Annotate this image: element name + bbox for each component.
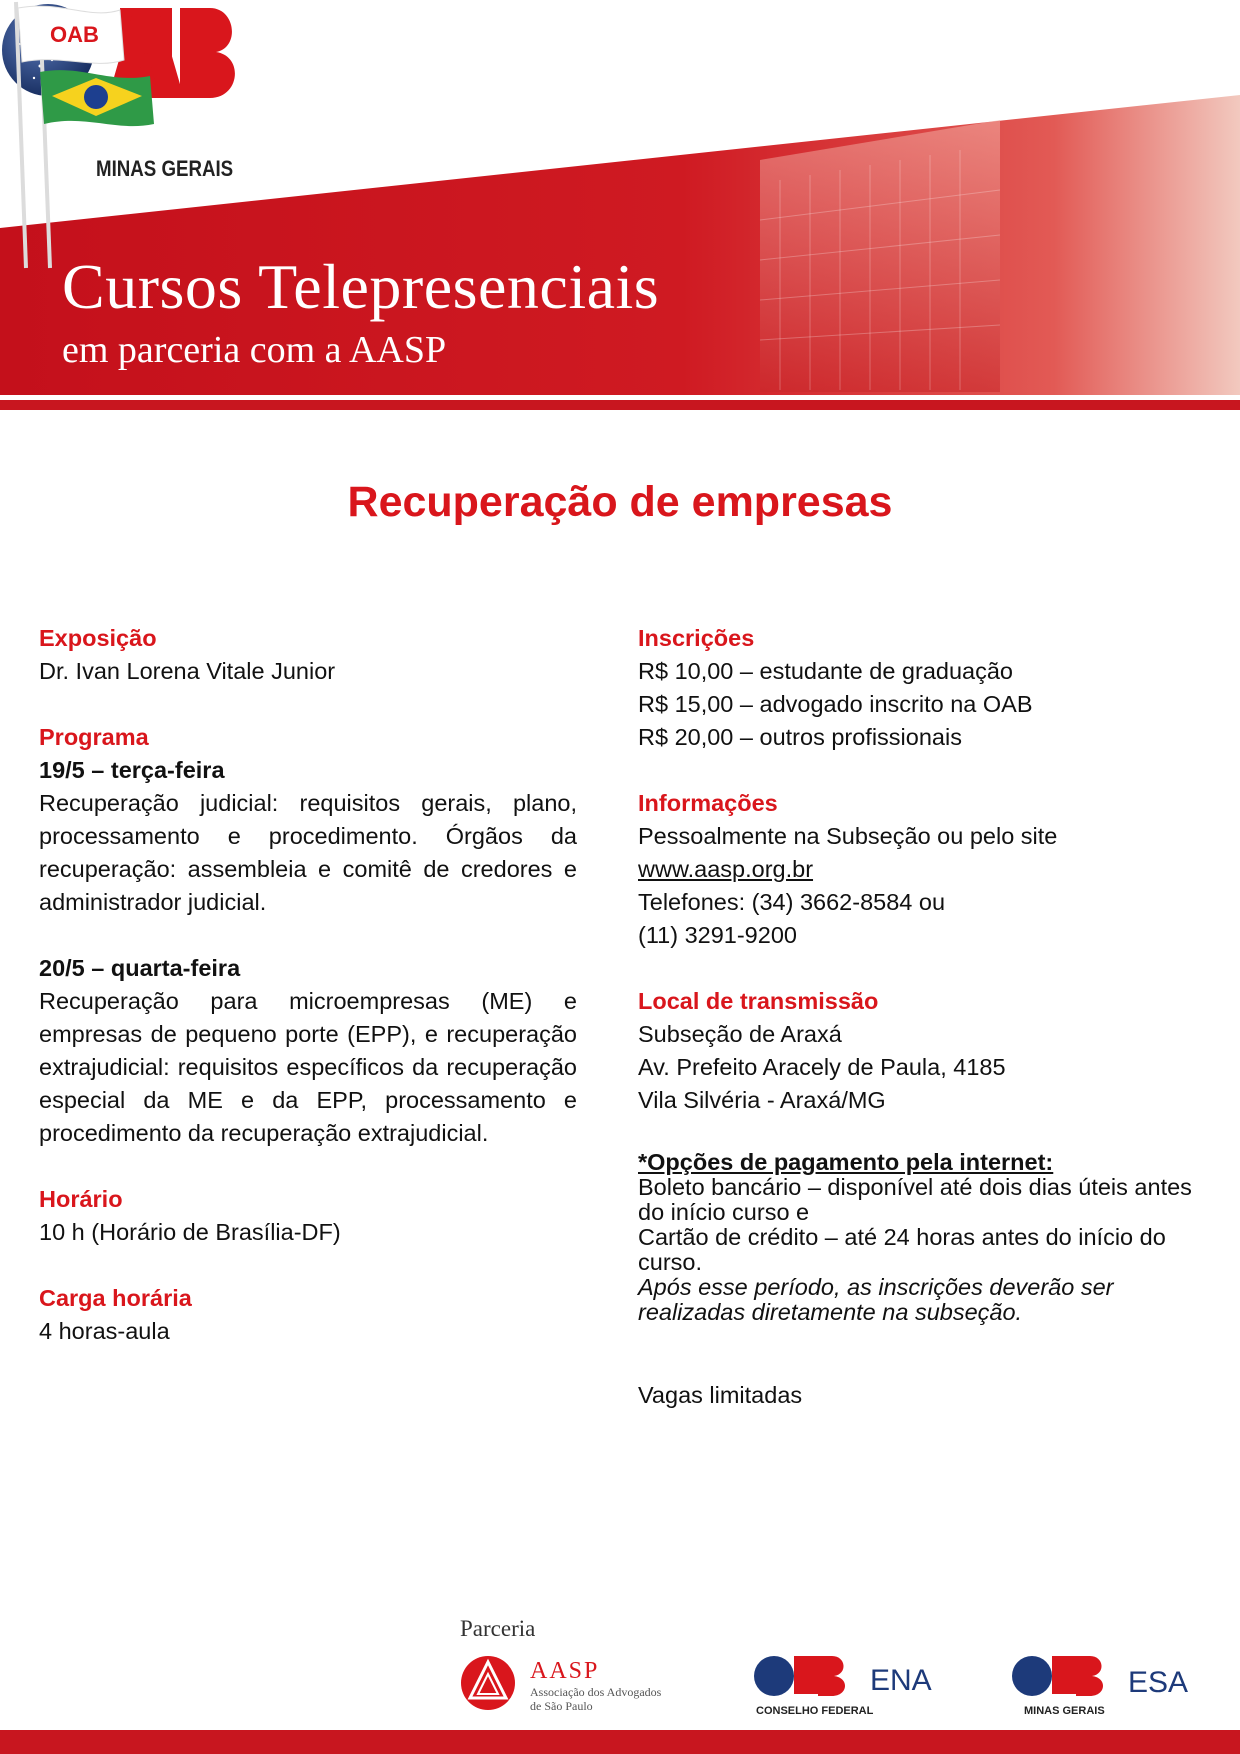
carga-heading: Carga horária xyxy=(39,1285,192,1311)
carga-text: 4 horas-aula xyxy=(39,1318,170,1344)
inscricoes-heading: Inscrições xyxy=(638,625,755,651)
header-banner xyxy=(0,0,1240,412)
programa-heading: Programa xyxy=(39,724,149,750)
banner-title: Cursos Telepresenciais xyxy=(62,251,660,322)
payment-boleto: Boleto bancário – disponível até dois dias úteis antes do início curso e xyxy=(638,1174,1192,1225)
payment-note: Após esse período, as inscrições deverão ser realizadas diretamente na subseção. xyxy=(638,1274,1114,1325)
flags-illustration xyxy=(0,0,180,270)
price-item: R$ 10,00 – estudante de graduação xyxy=(638,658,1013,684)
aasp-website-link[interactable]: www.aasp.org.br xyxy=(638,856,814,882)
day1-text: Recuperação judicial: requisitos gerais, plano, processamento e procedimento. Órgãos da recuperação: assembleia e comitê de credores e administrador judicial. xyxy=(39,790,577,915)
price-item: R$ 15,00 – advogado inscrito na OAB xyxy=(638,691,1033,717)
aasp-full-name: Associação dos Advogados xyxy=(530,1685,662,1699)
day1-heading: 19/5 – terça-feira xyxy=(39,757,225,783)
oab-ena-logo xyxy=(752,1652,942,1720)
ena-subtitle: CONSELHO FEDERAL xyxy=(756,1705,874,1717)
left-column xyxy=(39,622,577,1348)
vagas-limitadas: Vagas limitadas xyxy=(638,1382,803,1408)
price-item: R$ 20,00 – outros profissionais xyxy=(638,724,962,750)
exposicao-text: Dr. Ivan Lorena Vitale Junior xyxy=(39,658,336,684)
aasp-full-name: de São Paulo xyxy=(530,1699,593,1713)
horario-text: 10 h (Horário de Brasília-DF) xyxy=(39,1219,341,1245)
payment-heading: *Opções de pagamento pela internet: xyxy=(638,1149,1054,1175)
aasp-name: AASP xyxy=(530,1658,600,1684)
esa-subtitle: MINAS GERAIS xyxy=(1024,1705,1105,1717)
payment-cartao: Cartão de crédito – até 24 horas antes do início do curso. xyxy=(638,1224,1166,1275)
local-line: Vila Silvéria - Araxá/MG xyxy=(638,1087,886,1113)
local-line: Av. Prefeito Aracely de Paula, 4185 xyxy=(638,1054,1006,1080)
ena-label: ENA xyxy=(870,1664,932,1697)
right-column xyxy=(638,622,1208,1412)
parceria-label: Parceria xyxy=(460,1616,536,1641)
aasp-logo xyxy=(460,1652,690,1714)
local-line: Subseção de Araxá xyxy=(638,1021,842,1047)
day2-text: Recuperação para microempresas (ME) e empresas de pequeno porte (EPP), e recuperação extrajudicial: requisitos específicos da recuperação especial da ME e da EPP, processamento e procedimento da recuperação extrajudicial. xyxy=(39,988,577,1146)
page-title: Recuperação de empresas xyxy=(347,478,893,526)
info-heading: Informações xyxy=(638,790,778,816)
horario-heading: Horário xyxy=(39,1186,123,1212)
svg-text:OAB: OAB xyxy=(50,22,99,47)
banner-subtitle: em parceria com a AASP xyxy=(62,329,447,371)
footer-bar xyxy=(0,1730,1240,1754)
phone-line: Telefones: (34) 3662-8584 ou xyxy=(638,889,946,915)
oab-esa-logo xyxy=(1010,1652,1200,1720)
esa-label: ESA xyxy=(1128,1666,1189,1699)
local-heading: Local de transmissão xyxy=(638,988,879,1014)
oab-region-label: MINAS GERAIS xyxy=(96,156,234,181)
day2-heading: 20/5 – quarta-feira xyxy=(39,955,241,981)
info-line: Pessoalmente na Subseção ou pelo site xyxy=(638,823,1058,849)
exposicao-heading: Exposição xyxy=(39,625,157,651)
phone-line: (11) 3291-9200 xyxy=(638,922,797,948)
